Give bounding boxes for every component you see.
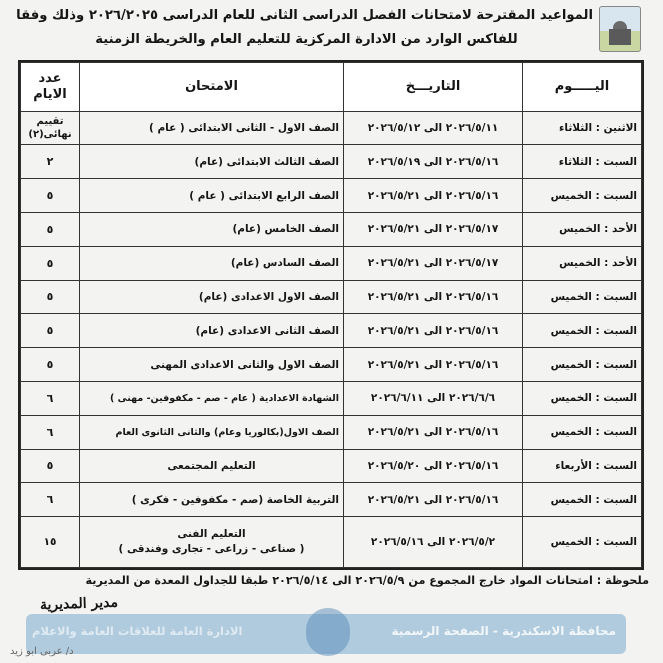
row-exam: الصف السادس (عام) (80, 246, 344, 280)
row-day: السبت : الخميس (523, 280, 642, 314)
governorate-logo (599, 6, 641, 52)
footer-name: د/ عربى ابو زيد (10, 646, 74, 657)
row-day: السبت : الخميس (523, 517, 642, 568)
row-exam: الصف الثانى الاعدادى (عام) (80, 314, 344, 348)
signature-title: مدير المديرية (39, 594, 119, 614)
row-exam-sub: ( صناعى - زراعى - تجارى وفندقى ) (118, 543, 305, 556)
row-count: ٥ (21, 246, 80, 280)
table-header-row (21, 63, 642, 112)
row-date: ٢٠٢٦/٥/١٦ الى ٢٠٢٦/٥/١٩ (344, 145, 523, 179)
table-row (21, 449, 642, 483)
table-row (21, 145, 642, 179)
row-exam: الصف الاول الاعدادى (عام) (80, 280, 344, 314)
header-exam: الامتحان (80, 63, 344, 112)
table-row (21, 483, 642, 517)
table-row (21, 415, 642, 449)
row-count: ٥ (21, 179, 80, 213)
lighthouse-icon (306, 608, 350, 656)
row-day: السبت : الأربعاء (523, 449, 642, 483)
note-text: ملحوظة : امتحانات المواد خارج المجموع من ٢٠٢٦/٥/٩ الى ٢٠٢٦/٥/١٤ طبقا للجداول المعدة من المديرية (85, 574, 649, 587)
exam-schedule-table-frame (18, 60, 644, 570)
row-exam: التعليم الفنى (177, 528, 246, 541)
row-count: ٥ (21, 348, 80, 382)
row-count: ٢ (21, 145, 80, 179)
table-row (21, 246, 642, 280)
table-row (21, 179, 642, 213)
row-exam: الصف الاول والثانى الاعدادى المهنى (80, 348, 344, 382)
table-row (21, 517, 642, 568)
table-row (21, 314, 642, 348)
table-row (21, 111, 642, 145)
row-date: ٢٠٢٦/٦/٦ الى ٢٠٢٦/٦/١١ (344, 381, 523, 415)
title-line-2: للفاكس الوارد من الادارة المركزية للتعليم العام والخريطة الزمنية (95, 32, 518, 47)
row-date: ٢٠٢٦/٥/١٦ الى ٢٠٢٦/٥/٢١ (344, 415, 523, 449)
exam-schedule-table (20, 62, 642, 568)
row-count: ٦ (21, 381, 80, 415)
header-day: اليـــــوم (523, 63, 642, 112)
row-exam: الصف الاول - الثانى الابتدائى ( عام ) (80, 111, 344, 145)
logo-building (609, 29, 631, 45)
header-date: التاريـــخ (344, 63, 523, 112)
row-count: ١٥ (21, 517, 80, 568)
row-count: ٥ (21, 212, 80, 246)
watermark-right-text: محافظة الاسكندرية - الصفحة الرسمية (391, 624, 616, 638)
row-count: ٥ (21, 280, 80, 314)
row-day: السبت : الخميس (523, 483, 642, 517)
table-row (21, 280, 642, 314)
row-exam: الشهادة الاعدادية ( عام - صم - مكفوفين- مهنى ) (80, 381, 344, 415)
row-exam: الصف الرابع الابتدائى ( عام ) (80, 179, 344, 213)
row-date: ٢٠٢٦/٥/١٧ الى ٢٠٢٦/٥/٢١ (344, 212, 523, 246)
row-day: السبت : الثلاثاء (523, 145, 642, 179)
row-date: ٢٠٢٦/٥/١٦ الى ٢٠٢٦/٥/٢١ (344, 314, 523, 348)
row-exam: الصف الاول(بكالوريا وعام) والثانى الثانوى العام (80, 415, 344, 449)
row-day: السبت : الخميس (523, 415, 642, 449)
title-line-1: المواعيد المقترحة لامتحانات الفصل الدراسى الثانى للعام الدراسى ٢٠٢٦/٢٠٢٥ وذلك وفقا (16, 8, 593, 23)
row-exam: التعليم المجتمعى (80, 449, 344, 483)
row-date: ٢٠٢٦/٥/١١ الى ٢٠٢٦/٥/١٢ (344, 111, 523, 145)
row-exam: الصف الثالث الابتدائى (عام) (80, 145, 344, 179)
row-exam-cell (80, 517, 344, 568)
row-exam: الصف الخامس (عام) (80, 212, 344, 246)
row-day: السبت : الخميس (523, 179, 642, 213)
row-date: ٢٠٢٦/٥/١٦ الى ٢٠٢٦/٥/٢١ (344, 280, 523, 314)
row-date: ٢٠٢٦/٥/٢ الى ٢٠٢٦/٥/١٦ (344, 517, 523, 568)
row-day: السبت : الخميس (523, 314, 642, 348)
row-date: ٢٠٢٦/٥/١٦ الى ٢٠٢٦/٥/٢١ (344, 483, 523, 517)
row-date: ٢٠٢٦/٥/١٧ الى ٢٠٢٦/٥/٢١ (344, 246, 523, 280)
row-date: ٢٠٢٦/٥/١٦ الى ٢٠٢٦/٥/٢١ (344, 179, 523, 213)
row-count: ٥ (21, 314, 80, 348)
row-day: السبت : الخميس (523, 381, 642, 415)
row-date: ٢٠٢٦/٥/١٦ الى ٢٠٢٦/٥/٢١ (344, 348, 523, 382)
header-count: عدد الايام (21, 63, 80, 112)
row-date: ٢٠٢٦/٥/١٦ الى ٢٠٢٦/٥/٢٠ (344, 449, 523, 483)
row-day: السبت : الخميس (523, 348, 642, 382)
row-exam: التربية الخاصة (صم - مكفوفين - فكرى ) (80, 483, 344, 517)
row-count: تقييم نهائى(٢) (21, 111, 80, 145)
table-row (21, 348, 642, 382)
row-count: ٦ (21, 415, 80, 449)
row-day: الأحد : الخميس (523, 246, 642, 280)
table-row (21, 212, 642, 246)
watermark-left-text: الادارة العامة للعلاقات العامة والاعلام (32, 624, 243, 638)
row-day: الأحد : الخميس (523, 212, 642, 246)
row-day: الاثنين : الثلاثاء (523, 111, 642, 145)
table-row (21, 381, 642, 415)
row-count: ٦ (21, 483, 80, 517)
watermark-banner (26, 614, 626, 654)
row-count: ٥ (21, 449, 80, 483)
